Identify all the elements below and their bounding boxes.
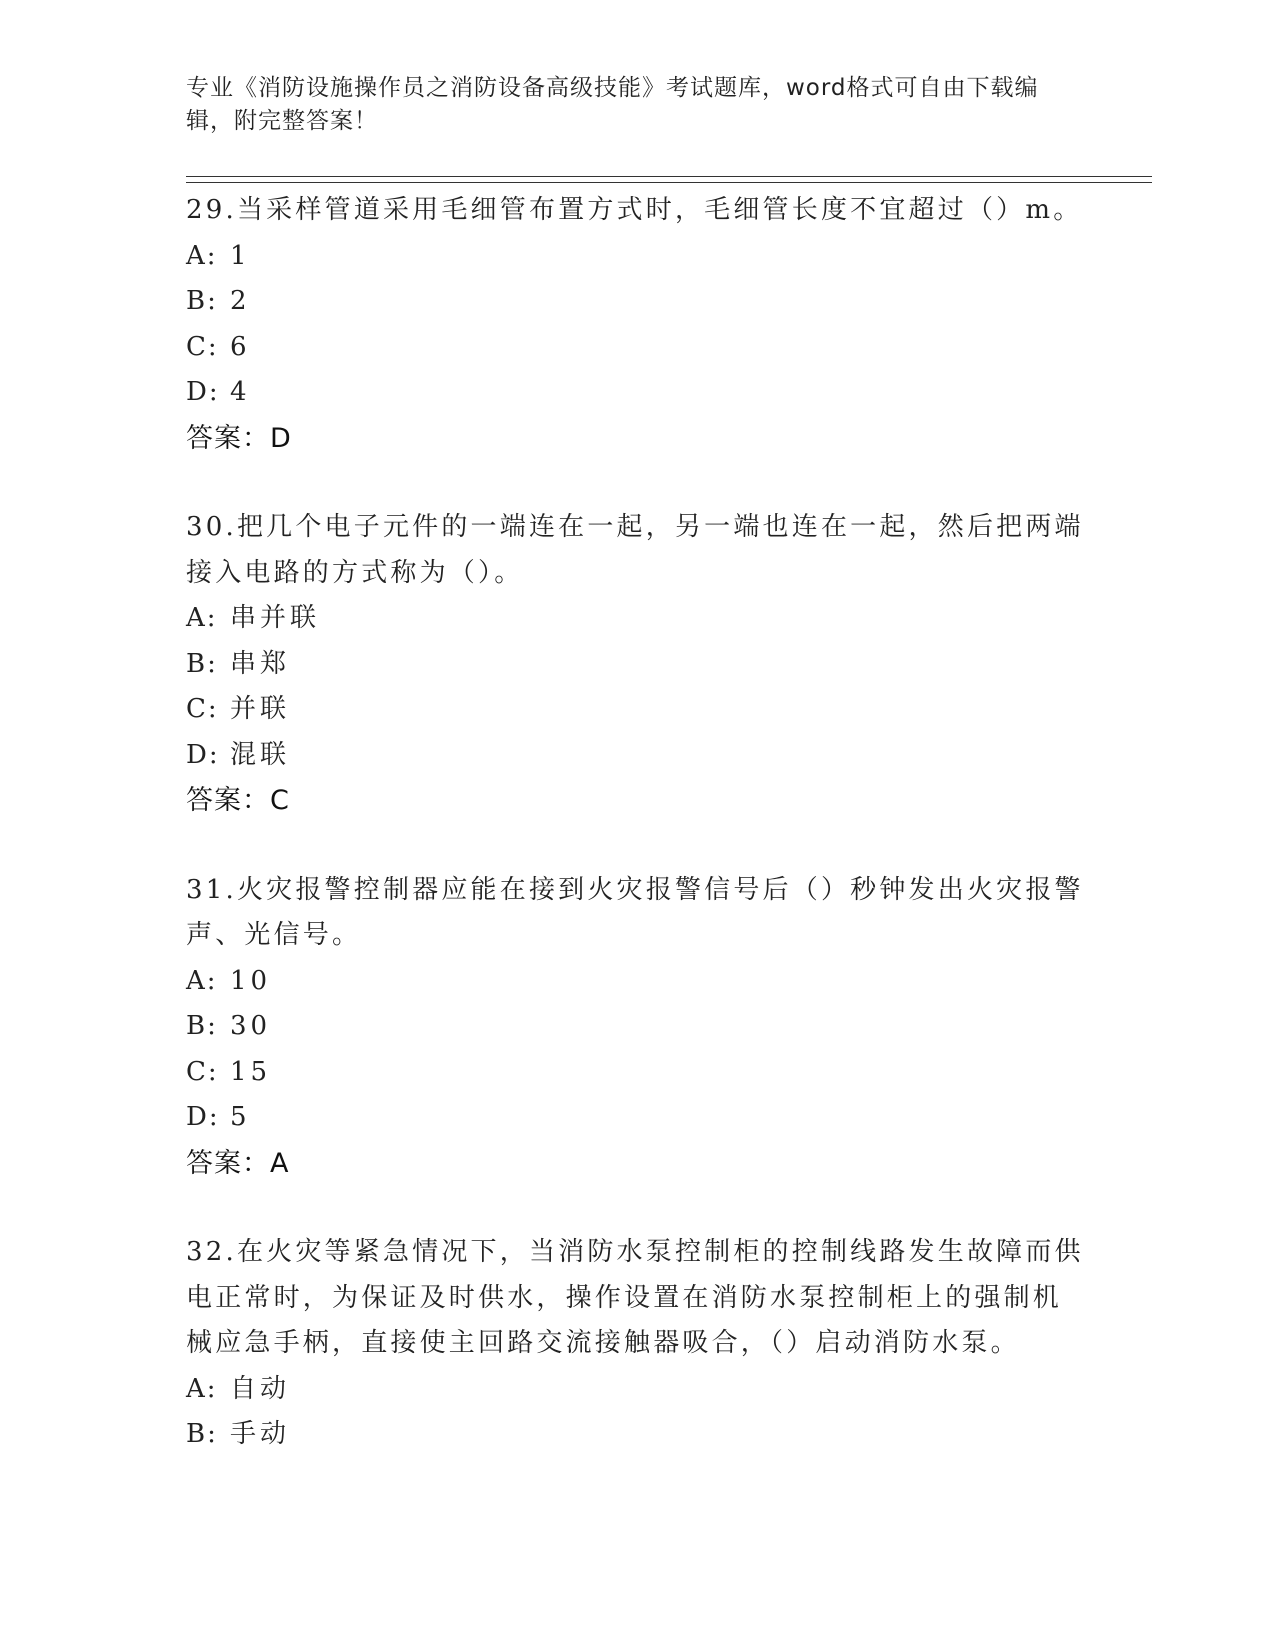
option-label: C: bbox=[186, 694, 219, 724]
header-divider-top bbox=[186, 176, 1152, 177]
option-c bbox=[186, 1050, 1086, 1096]
option-text: 6 bbox=[230, 331, 251, 362]
option-text: 10 bbox=[230, 965, 272, 996]
option-b bbox=[186, 1412, 1086, 1458]
header-line-2: 辑，附完整答案！ bbox=[186, 108, 378, 134]
header-divider-bottom bbox=[186, 182, 1152, 183]
question-text: 电正常时，为保证及时供水，操作设置在消防水泵控制柜上的强制机 bbox=[186, 1282, 1063, 1313]
header-line-1: 专业《消防设施操作员之消防设备高级技能》考试题库，word格式可自由下载编 bbox=[186, 75, 1039, 101]
option-label: B: bbox=[186, 1419, 218, 1449]
option-label: D: bbox=[186, 739, 220, 770]
question-29 bbox=[186, 188, 1086, 461]
option-label: A: bbox=[186, 965, 218, 996]
question-30 bbox=[186, 505, 1086, 824]
option-d bbox=[186, 370, 1086, 416]
option-text: 串并联 bbox=[230, 603, 321, 633]
document-header bbox=[186, 72, 1066, 138]
answer: 答案：A bbox=[186, 1147, 290, 1179]
option-a bbox=[186, 1367, 1086, 1413]
option-c bbox=[186, 687, 1086, 733]
option-text: 30 bbox=[230, 1011, 272, 1041]
option-label: B: bbox=[186, 648, 218, 679]
option-label: D: bbox=[186, 377, 220, 407]
option-text: 2 bbox=[230, 286, 251, 316]
option-c bbox=[186, 325, 1086, 371]
question-text: 31.火灾报警控制器应能在接到火灾报警信号后（）秒钟发出火灾报警 bbox=[186, 874, 1084, 905]
option-text: 手动 bbox=[230, 1419, 291, 1449]
option-b bbox=[186, 642, 1086, 688]
option-text: 串郑 bbox=[230, 648, 291, 679]
option-d bbox=[186, 733, 1086, 779]
option-label: C: bbox=[186, 331, 219, 362]
option-text: 混联 bbox=[230, 739, 291, 770]
question-text: 声、光信号。 bbox=[186, 920, 362, 950]
option-text: 15 bbox=[230, 1056, 272, 1087]
option-label: B: bbox=[186, 286, 218, 316]
option-b bbox=[186, 1004, 1086, 1050]
question-text: 30.把几个电子元件的一端连在一起，另一端也连在一起，然后把两端 bbox=[186, 512, 1084, 542]
option-a bbox=[186, 959, 1086, 1005]
question-text: 29.当采样管道采用毛细管布置方式时，毛细管长度不宜超过（）m。 bbox=[186, 195, 1083, 225]
option-label: A: bbox=[186, 240, 218, 271]
option-text: 自动 bbox=[230, 1373, 291, 1404]
option-label: A: bbox=[186, 603, 218, 633]
question-list bbox=[186, 188, 1086, 1502]
option-label: A: bbox=[186, 1373, 218, 1404]
option-text: 5 bbox=[230, 1102, 251, 1132]
option-label: B: bbox=[186, 1011, 218, 1041]
question-31 bbox=[186, 868, 1086, 1187]
option-text: 4 bbox=[230, 377, 251, 407]
option-label: C: bbox=[186, 1056, 219, 1087]
answer: 答案：C bbox=[186, 785, 290, 816]
question-text: 械应急手柄，直接使主回路交流接触器吸合，（）启动消防水泵。 bbox=[186, 1328, 1020, 1358]
option-b bbox=[186, 279, 1086, 325]
option-d bbox=[186, 1095, 1086, 1141]
answer: 答案：D bbox=[186, 422, 292, 454]
option-label: D: bbox=[186, 1102, 220, 1132]
question-32 bbox=[186, 1230, 1086, 1458]
option-a bbox=[186, 596, 1086, 642]
question-text: 32.在火灾等紧急情况下，当消防水泵控制柜的控制线路发生故障而供 bbox=[186, 1237, 1084, 1267]
option-a bbox=[186, 234, 1086, 280]
option-text: 1 bbox=[230, 240, 251, 271]
option-text: 并联 bbox=[230, 694, 291, 724]
question-text: 接入电路的方式称为（）。 bbox=[186, 557, 524, 588]
